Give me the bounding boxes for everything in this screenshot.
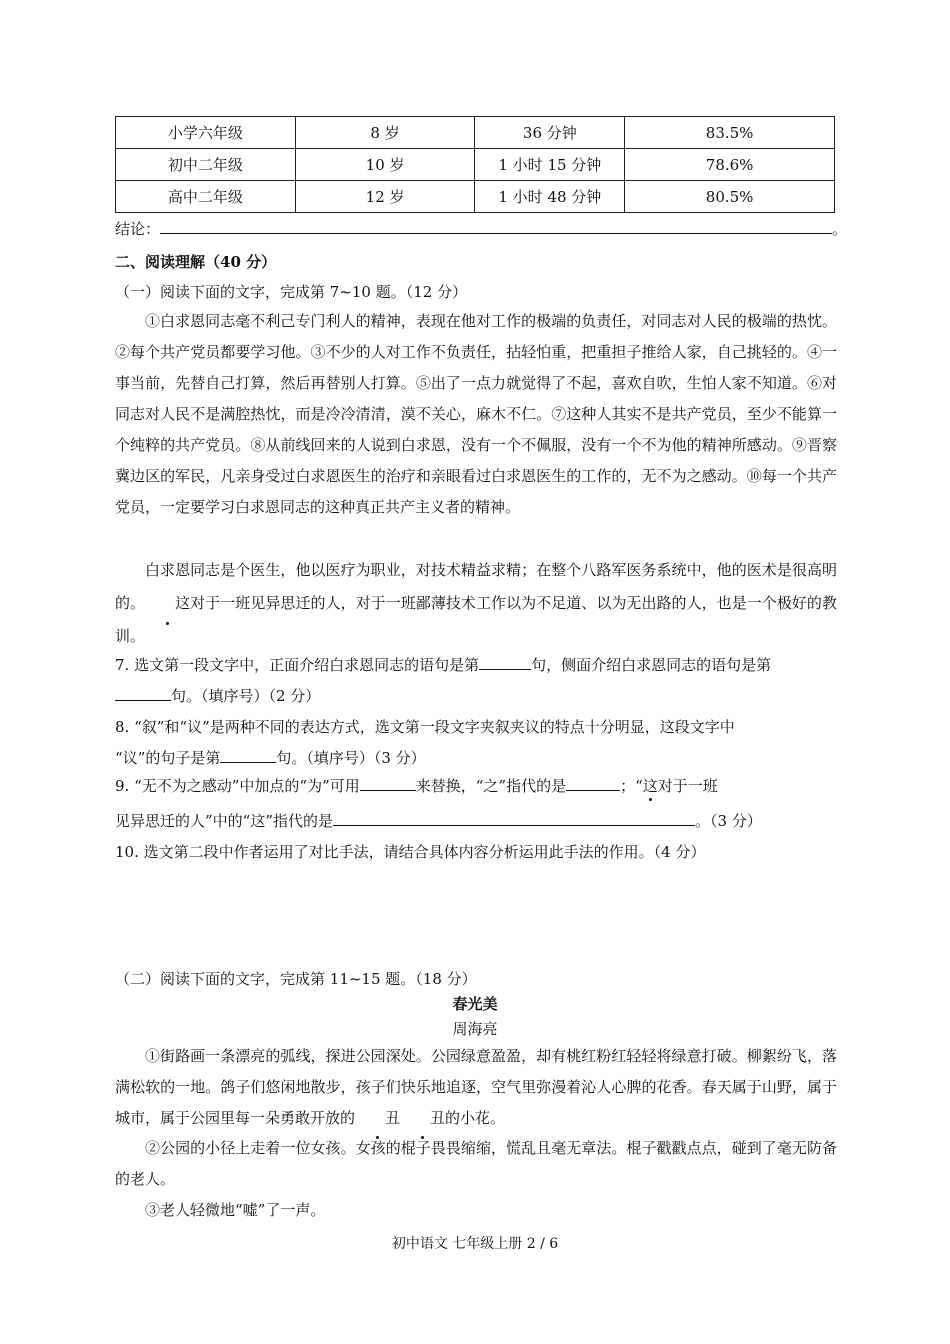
question-8-line-2 <box>115 747 426 768</box>
section-heading: 二、阅读理解（40 分） <box>115 253 277 271</box>
article-paragraph-1 <box>115 1041 837 1134</box>
conclusion-blank[interactable] <box>160 219 832 234</box>
question-text: 9. “无不为之感动”中加点的“为”可用 <box>115 777 360 795</box>
table-cell: 10 岁 <box>295 149 475 181</box>
stats-table <box>115 116 835 213</box>
answer-blank[interactable] <box>566 776 620 791</box>
article-paragraph-3: ③老人轻微地“嘘”了一声。 <box>145 1201 326 1219</box>
question-8-line-1: 8. “叙”和“议”是两种不同的表达方式，选文第一段文字夹叙夹议的特点十分明显，这段文字中 <box>115 718 735 736</box>
table-cell: 小学六年级 <box>116 117 296 149</box>
question-text: 见异思迁的人”中的“这”指代的是 <box>115 812 334 830</box>
dotted-char: 丑 <box>355 1103 400 1134</box>
article-author: 周海亮 <box>452 1020 498 1038</box>
dotted-char: 丑 <box>400 1103 445 1134</box>
page-footer: 初中语文 七年级上册 2 / 6 <box>391 1236 559 1252</box>
table-cell: 12 岁 <box>295 181 475 213</box>
question-9-line-1 <box>115 775 718 796</box>
part1-intro: （一）阅读下面的文字，完成第 7~10 题。（12 分） <box>115 283 468 301</box>
conclusion-end: 。 <box>832 220 848 238</box>
passage-paragraph-1: ①白求恩同志毫不利己专门利人的精神，表现在他对工作的极端的负责任，对同志对人民的极端的热忱。②每个共产党员都要学习他。③不少的人对工作不负责任，拈轻怕重，把重担子推给人家，自己挑轻的。④一事当前，先替自己打算，然后再替别人打算。⑤出了一点力就觉得了不起，喜欢自吹，生怕人家不知道。⑥对同志对人民不是满腔热忱，而是冷冷清清，漠不关心，麻木不仁。⑦这种人其实不是共产党员，至少不能算一个纯粹的共产党员。⑧从前线回来的人说到白求恩，没有一个不佩服，没有一个不为他的精神所感动。⑨晋察冀边区的军民，凡亲身受过白求恩医生的治疗和亲眼看过白求恩医生的工作的，无不为之感动。⑩每一个共产党员，一定要学习白求恩同志的这种真正共产主义者的精神。 <box>115 312 837 516</box>
dotted-char: 这 <box>145 587 190 620</box>
question-9-line-2 <box>115 810 762 831</box>
answer-blank[interactable] <box>220 748 276 763</box>
question-text: ；“ <box>620 777 643 795</box>
answer-blank[interactable] <box>333 811 695 826</box>
table-cell: 初中二年级 <box>116 149 296 181</box>
question-text: 句。（填序号）（3 分） <box>276 749 426 767</box>
answer-blank[interactable] <box>360 776 416 791</box>
answer-blank[interactable] <box>115 686 171 701</box>
question-10: 10. 选文第二段中作者运用了对比手法，请结合具体内容分析运用此手法的作用。（4 分） <box>115 843 706 861</box>
question-text: 来替换，“之”指代的是 <box>415 777 567 795</box>
paragraph-text: 对于一班见异思迁的人，对于一班鄙薄技术工作以为不足道、以为无出路的人，也是一个极好的教训。 <box>115 594 837 645</box>
table-row <box>116 117 835 149</box>
table-cell: 1 小时 15 分钟 <box>475 149 625 181</box>
answer-blank[interactable] <box>479 655 531 670</box>
conclusion-line <box>115 218 847 239</box>
article-title: 春光美 <box>452 995 498 1013</box>
paragraph-text: 的小花。 <box>445 1109 506 1127</box>
dotted-char: 这 <box>642 777 658 795</box>
table-cell: 80.5% <box>625 181 835 213</box>
question-text: 。（3 分） <box>695 812 762 830</box>
table-cell: 高中二年级 <box>116 181 296 213</box>
part2-intro: （二）阅读下面的文字，完成第 11~15 题。（18 分） <box>115 970 477 988</box>
table-row <box>116 149 835 181</box>
paragraph-text: ①街路画一条漂亮的弧线，探进公园深处。公园绿意盈盈，却有桃红粉红轻轻将绿意打破。柳絮纷飞，落满松软的一地。鸽子们悠闲地散步，孩子们快乐地追逐，空气里弥漫着沁人心脾的花香。春天属于山野，属于城市，属于公园里每一朵勇敢开放的 <box>115 1047 837 1127</box>
question-text: 对于一班 <box>657 777 718 795</box>
table-cell: 36 分钟 <box>475 117 625 149</box>
article-paragraph-2: ②公园的小径上走着一位女孩。女孩的棍子畏畏缩缩，慌乱且毫无章法。棍子戳戳点点，碰到了毫无防备的老人。 <box>115 1139 837 1188</box>
paragraph-text: 白求恩同志是个医生，他以医疗为职业，对技术精益求精；在整个八路军医务系统中，他的医术是很高明的。 <box>115 561 837 612</box>
table-cell: 8 岁 <box>295 117 475 149</box>
question-text: 7. 选文第一段文字中，正面介绍白求恩同志的语句是第 <box>115 656 480 674</box>
question-7-line-1 <box>115 654 771 675</box>
passage-paragraph-2 <box>115 554 837 653</box>
question-text: “议”的句子是第 <box>115 749 221 767</box>
question-7-line-2 <box>115 685 320 706</box>
table-cell: 1 小时 48 分钟 <box>475 181 625 213</box>
table-cell: 83.5% <box>625 117 835 149</box>
table-row <box>116 181 835 213</box>
table-cell: 78.6% <box>625 149 835 181</box>
question-text: 句。（填序号）（2 分） <box>171 687 321 705</box>
conclusion-label: 结论： <box>115 220 161 238</box>
question-text: 句，侧面介绍白求恩同志的语句是第 <box>531 656 772 674</box>
